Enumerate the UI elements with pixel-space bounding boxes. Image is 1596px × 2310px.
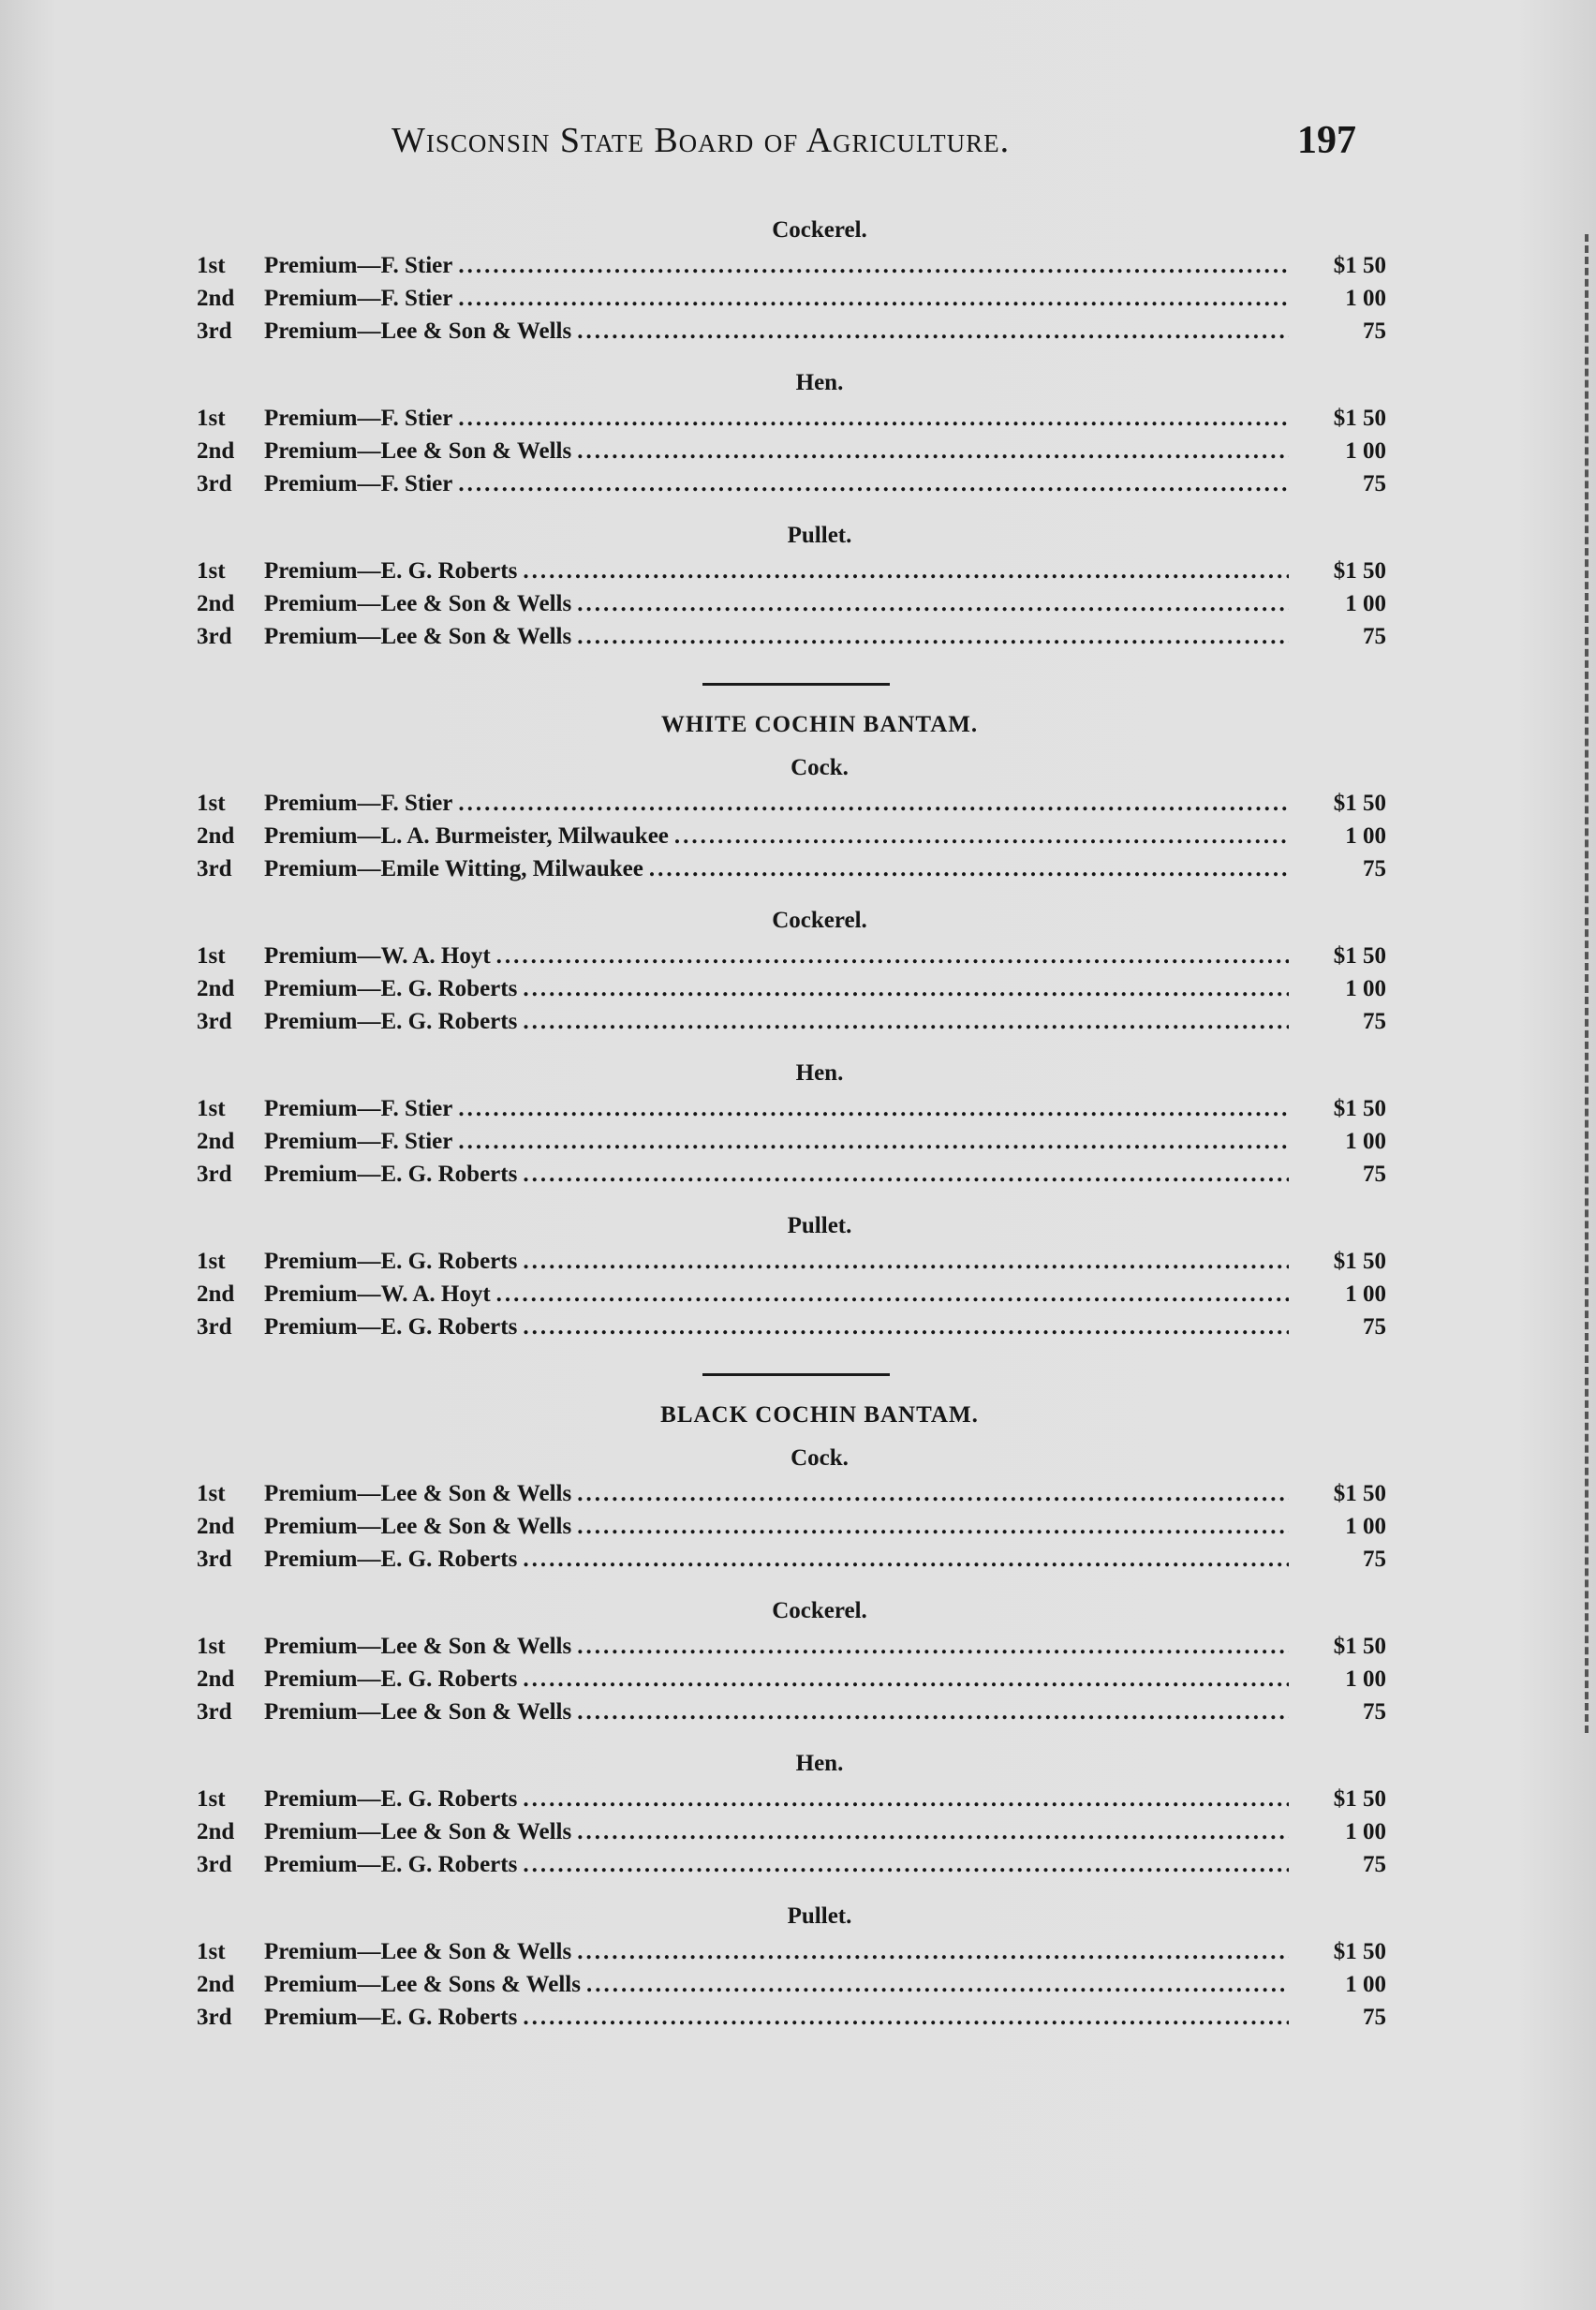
class-group (197, 217, 1386, 348)
running-header (0, 120, 1596, 176)
dot-leader (523, 1543, 1289, 1576)
premium-winner: Premium—E. G. Roberts (264, 1162, 518, 1187)
class-group (197, 908, 1386, 1038)
premium-winner: Premium—E. G. Roberts (264, 1786, 518, 1812)
premium-winner: Premium—Lee & Son & Wells (264, 591, 572, 616)
premium-winner: Premium—W. A. Hoyt (264, 943, 491, 969)
class-title: Cock. (791, 755, 849, 780)
premium-row (197, 2001, 1386, 2034)
dot-leader (577, 1477, 1289, 1510)
dot-leader (458, 1125, 1289, 1158)
section (197, 683, 1386, 1343)
dot-leader (577, 1815, 1289, 1848)
class-title: Pullet. (787, 523, 852, 548)
premium-winner: Premium—Lee & Son & Wells (264, 1514, 572, 1539)
premium-amount: 75 (1363, 2005, 1386, 2030)
premium-winner: Premium—Lee & Son & Wells (264, 1699, 572, 1725)
premium-amount: $1 50 (1333, 558, 1386, 584)
section-title: WHITE COCHIN BANTAM. (660, 712, 979, 737)
premium-winner: Premium—E. G. Roberts (264, 1009, 518, 1034)
premium-row (197, 1092, 1386, 1125)
premium-list (197, 208, 1386, 2056)
premium-amount: $1 50 (1333, 1096, 1386, 1121)
premium-row (197, 1663, 1386, 1695)
premium-winner: Premium—Emile Witting, Milwaukee (264, 856, 643, 881)
dot-leader (649, 852, 1289, 885)
premium-row (197, 1543, 1386, 1576)
premium-amount: $1 50 (1333, 791, 1386, 816)
premium-amount: 75 (1363, 1547, 1386, 1572)
class-group (197, 1445, 1386, 1576)
class-title: Cock. (791, 1445, 849, 1471)
premium-amount: 1 00 (1345, 1819, 1386, 1844)
premium-row (197, 1783, 1386, 1815)
section-title: BLACK COCHIN BANTAM. (660, 1402, 979, 1428)
premium-winner: Premium—Lee & Son & Wells (264, 1634, 572, 1659)
premium-winner: Premium—Lee & Son & Wells (264, 438, 572, 464)
premium-place: 1st (197, 1939, 226, 1964)
section (197, 217, 1386, 653)
dot-leader (577, 1510, 1289, 1543)
premium-amount: 1 00 (1345, 1514, 1386, 1539)
premium-amount: $1 50 (1333, 1634, 1386, 1659)
premium-place: 3rd (197, 318, 232, 344)
class-group (197, 1060, 1386, 1191)
class-group (197, 1751, 1386, 1881)
premium-row (197, 1935, 1386, 1968)
premium-amount: 1 00 (1345, 1281, 1386, 1307)
dot-leader (577, 587, 1289, 620)
premium-amount: 1 00 (1345, 438, 1386, 464)
premium-place: 2nd (197, 591, 235, 616)
premium-place: 1st (197, 1096, 226, 1121)
premium-place: 3rd (197, 1314, 232, 1340)
premium-amount: 75 (1363, 318, 1386, 344)
premium-place: 1st (197, 253, 226, 278)
class-title: Cockerel. (772, 217, 867, 243)
premium-row (197, 1510, 1386, 1543)
premium-winner: Premium—F. Stier (264, 471, 453, 496)
premium-place: 2nd (197, 438, 235, 464)
premium-row (197, 249, 1386, 282)
premium-amount: $1 50 (1333, 1786, 1386, 1812)
dot-leader (458, 249, 1289, 282)
class-group (197, 370, 1386, 500)
class-title: Hen. (795, 1060, 844, 1086)
dot-leader (674, 820, 1289, 852)
premium-winner: Premium—Lee & Son & Wells (264, 318, 572, 344)
premium-place: 1st (197, 791, 226, 816)
premium-row (197, 852, 1386, 885)
premium-winner: Premium—F. Stier (264, 286, 453, 311)
premium-winner: Premium—W. A. Hoyt (264, 1281, 491, 1307)
premium-winner: Premium—E. G. Roberts (264, 1852, 518, 1877)
section-divider (702, 683, 890, 686)
premium-amount: 1 00 (1345, 286, 1386, 311)
premium-amount: 1 00 (1345, 1972, 1386, 1997)
premium-winner: Premium—F. Stier (264, 791, 453, 816)
premium-amount: 1 00 (1345, 823, 1386, 849)
dot-leader (458, 282, 1289, 315)
dot-leader (523, 972, 1289, 1005)
premium-place: 3rd (197, 1852, 232, 1877)
premium-place: 2nd (197, 1819, 235, 1844)
dot-leader (523, 1245, 1289, 1278)
premium-amount: $1 50 (1333, 406, 1386, 431)
dot-leader (458, 787, 1289, 820)
class-title: Hen. (795, 370, 844, 395)
dot-leader (458, 1092, 1289, 1125)
premium-amount: $1 50 (1333, 1481, 1386, 1506)
running-title: Wisconsin State Board of Agriculture. (392, 121, 1011, 160)
premium-place: 3rd (197, 1699, 232, 1725)
premium-amount: 75 (1363, 1852, 1386, 1877)
premium-row (197, 467, 1386, 500)
premium-row (197, 1695, 1386, 1728)
premium-amount: 1 00 (1345, 976, 1386, 1001)
premium-winner: Premium—Lee & Son & Wells (264, 624, 572, 649)
premium-row (197, 1125, 1386, 1158)
dot-leader (523, 1663, 1289, 1695)
premium-row (197, 1477, 1386, 1510)
premium-place: 1st (197, 558, 226, 584)
premium-winner: Premium—Lee & Son & Wells (264, 1481, 572, 1506)
premium-amount: 1 00 (1345, 1129, 1386, 1154)
dot-leader (577, 435, 1289, 467)
section (197, 1373, 1386, 2034)
class-title: Pullet. (787, 1213, 852, 1238)
premium-winner: Premium—E. G. Roberts (264, 1314, 518, 1340)
dot-leader (523, 1848, 1289, 1881)
premium-place: 3rd (197, 1162, 232, 1187)
premium-place: 1st (197, 943, 226, 969)
section-divider (702, 1373, 890, 1376)
dot-leader (523, 1783, 1289, 1815)
premium-winner: Premium—E. G. Roberts (264, 1666, 518, 1692)
dot-leader (577, 1695, 1289, 1728)
premium-place: 2nd (197, 976, 235, 1001)
premium-amount: $1 50 (1333, 253, 1386, 278)
class-title: Pullet. (787, 1903, 852, 1929)
premium-amount: 75 (1363, 1314, 1386, 1340)
premium-place: 2nd (197, 286, 235, 311)
dot-leader (577, 620, 1289, 653)
premium-place: 2nd (197, 823, 235, 849)
premium-winner: Premium—F. Stier (264, 1096, 453, 1121)
premium-amount: $1 50 (1333, 1939, 1386, 1964)
premium-amount: 1 00 (1345, 1666, 1386, 1692)
premium-place: 3rd (197, 1547, 232, 1572)
class-group (197, 1903, 1386, 2034)
premium-amount: $1 50 (1333, 943, 1386, 969)
premium-row (197, 1968, 1386, 2001)
premium-row (197, 1848, 1386, 1881)
premium-winner: Premium—Lee & Son & Wells (264, 1819, 572, 1844)
dot-leader (458, 402, 1289, 435)
premium-row (197, 1278, 1386, 1310)
premium-amount: 75 (1363, 1699, 1386, 1725)
premium-place: 1st (197, 406, 226, 431)
premium-winner: Premium—F. Stier (264, 1129, 453, 1154)
premium-row (197, 940, 1386, 972)
premium-row (197, 555, 1386, 587)
class-title: Hen. (795, 1751, 844, 1776)
premium-amount: 1 00 (1345, 591, 1386, 616)
dot-leader (523, 1158, 1289, 1191)
premium-row (197, 1630, 1386, 1663)
premium-place: 3rd (197, 2005, 232, 2030)
class-group (197, 523, 1386, 653)
premium-row (197, 1245, 1386, 1278)
premium-place: 2nd (197, 1514, 235, 1539)
class-title: Cockerel. (772, 908, 867, 933)
dot-leader (523, 555, 1289, 587)
class-group (197, 1598, 1386, 1728)
premium-row (197, 820, 1386, 852)
dot-leader (496, 940, 1289, 972)
premium-row (197, 402, 1386, 435)
premium-winner: Premium—F. Stier (264, 253, 453, 278)
premium-row (197, 787, 1386, 820)
premium-place: 2nd (197, 1972, 235, 1997)
premium-place: 3rd (197, 856, 232, 881)
premium-row (197, 1158, 1386, 1191)
premium-row (197, 620, 1386, 653)
class-group (197, 1213, 1386, 1343)
premium-winner: Premium—E. G. Roberts (264, 558, 518, 584)
premium-row (197, 587, 1386, 620)
premium-amount: 75 (1363, 1162, 1386, 1187)
premium-winner: Premium—Lee & Son & Wells (264, 1939, 572, 1964)
premium-amount: 75 (1363, 624, 1386, 649)
premium-row (197, 282, 1386, 315)
premium-place: 1st (197, 1481, 226, 1506)
dot-leader (523, 2001, 1289, 2034)
class-title: Cockerel. (772, 1598, 867, 1623)
premium-winner: Premium—F. Stier (264, 406, 453, 431)
premium-place: 1st (197, 1634, 226, 1659)
premium-place: 3rd (197, 624, 232, 649)
premium-amount: 75 (1363, 1009, 1386, 1034)
premium-winner: Premium—Lee & Sons & Wells (264, 1972, 581, 1997)
premium-row (197, 1815, 1386, 1848)
premium-place: 2nd (197, 1281, 235, 1307)
dot-leader (577, 1935, 1289, 1968)
premium-amount: 75 (1363, 471, 1386, 496)
page-edge-marks (1579, 234, 1589, 1733)
dot-leader (577, 315, 1289, 348)
page-number: 197 (1297, 119, 1356, 162)
premium-row (197, 972, 1386, 1005)
dot-leader (586, 1968, 1289, 2001)
premium-place: 1st (197, 1249, 226, 1274)
premium-place: 2nd (197, 1129, 235, 1154)
dot-leader (523, 1005, 1289, 1038)
premium-place: 2nd (197, 1666, 235, 1692)
premium-winner: Premium—E. G. Roberts (264, 976, 518, 1001)
premium-place: 3rd (197, 471, 232, 496)
premium-amount: $1 50 (1333, 1249, 1386, 1274)
dot-leader (523, 1310, 1289, 1343)
premium-winner: Premium—L. A. Burmeister, Milwaukee (264, 823, 669, 849)
premium-row (197, 315, 1386, 348)
premium-row (197, 1005, 1386, 1038)
premium-winner: Premium—E. G. Roberts (264, 1547, 518, 1572)
class-group (197, 755, 1386, 885)
premium-row (197, 435, 1386, 467)
premium-row (197, 1310, 1386, 1343)
premium-amount: 75 (1363, 856, 1386, 881)
dot-leader (577, 1630, 1289, 1663)
premium-place: 3rd (197, 1009, 232, 1034)
premium-winner: Premium—E. G. Roberts (264, 2005, 518, 2030)
dot-leader (496, 1278, 1289, 1310)
premium-place: 1st (197, 1786, 226, 1812)
dot-leader (458, 467, 1289, 500)
premium-winner: Premium—E. G. Roberts (264, 1249, 518, 1274)
